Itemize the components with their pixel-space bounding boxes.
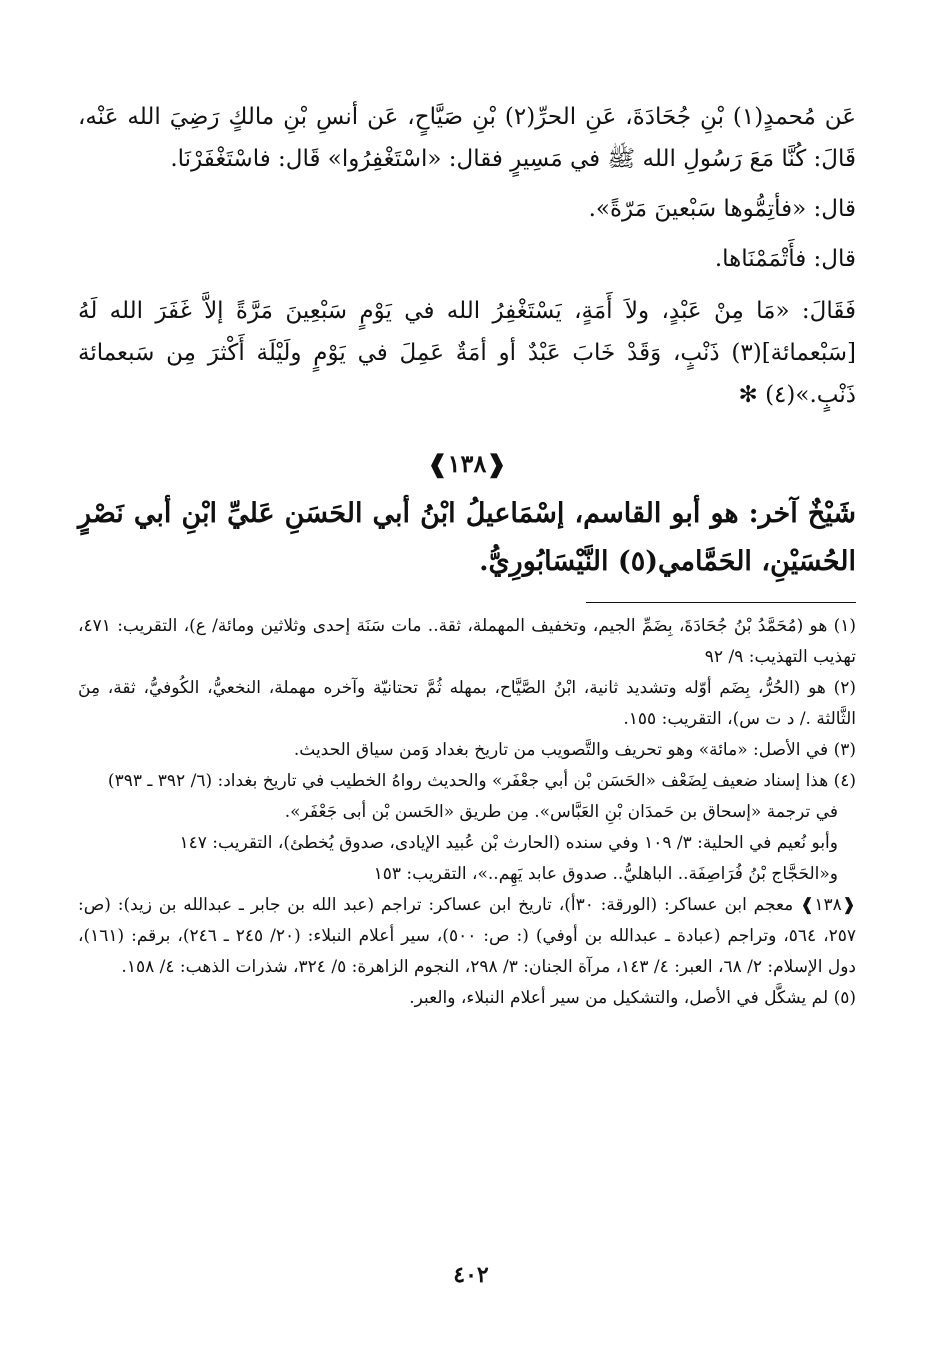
footnote: (٥) لم يشكَّل في الأصل، والتشكيل من سير أعلام النبلاء، والعبر. [409, 988, 856, 1008]
hadith-number: ❰١٣٨❱ [427, 449, 507, 478]
footnote-continuation: وأبو نُعيم في الحلية: ٣/ ١٠٩ وفي سنده (الحارث بْن عُبيد الإيادى، صدوق يُخطئ)، التقريب: ١٤٧ [179, 833, 838, 853]
footnote-continuation: و«الحَجَّاج بْنُ فُرَاصِفَة.. الباهليُّ.. صدوق عابد يَهِم..»، التقريب: ١٥٣ [373, 864, 838, 884]
hadith-paragraph: قال: فأَتْمَمْنَاها. [714, 246, 856, 272]
footnote-continuation: في ترجمة «إسحاق بن حَمدَان بْنِ العَبَّاس». مِن طريق «الحَسن بْن أبى جَعْفَر». [284, 802, 838, 822]
footnote: (٤) هذا إسناد ضعيف لِضَعْف «الحَسَن بْن أبي جعْفَر» والحديث رواهُ الخطيب في تاريخ بغداد: (٦/ ٣٩٢ ـ ٣٩٣) [107, 771, 856, 791]
hadith-matn-paragraph: فَقَالَ: «مَا مِنْ عَبْدٍ، ولاَ أَمَةٍ، يَسْتَغْفِرُ الله في يَوْمٍ سَبْعِينَ مَرَّةً إلاَّ غَفَرَ الله لَهُ [سَبْعمائة](٣) ذَنْبٍ، وَقَدْ خَابَ عَبْدٌ أو أمَةٌ عَمِلَ في يَوْمٍ ولَيْلَة أَكْثرَ مِن سَبعمائة ذَنْبٍ.»(٤) ✻ [78, 298, 856, 408]
section-heading: شَيْخٌ آخر: هو أبو القاسم، إسْمَاعيلُ ابْنُ أبي الحَسَنِ عَليِّ ابْنِ أبي نَصْرٍ الحُسَيْنِ، الحَمَّامي(٥) النَّيْسَابُورِيُّ. [78, 498, 856, 577]
footnote: (١) هو (مُحَمَّدُ بْنُ جُحَادَةَ، بِضَمِّ الجيم، وتخفيف المهملة، ثقة.. مات سَنَة إحدى وثلاثين ومائة/ ع)، التقريب: ٤٧١، تهذيب التهذيب: ٩/ ٩٢ [78, 616, 856, 667]
footnote: (٣) في الأصل: «مائة» وهو تحريف والتَّصويب من تاريخ بغداد وَمن سياق الحديث. [293, 740, 856, 760]
main-text [78, 96, 856, 416]
hadith-paragraph: قال: «فأتِمُّوها سَبْعينَ مَرّةً». [588, 196, 856, 222]
footnote-divider [586, 602, 856, 603]
footnotes [78, 611, 856, 1014]
hadith-isnad-paragraph: عَن مُحمدٍ(١) بْنِ جُحَادَةَ، عَنِ الحرِّ(٢) بْنِ صَيَّاحٍ، عَن أنسِ بْنِ مالكٍ رَضِيَ الله عَنْه، قَالَ: كُنَّا مَعَ رَسُولِ الله ﷺ في مَسِيرٍ فقال: «اسْتَغْفِرُوا» قَال: فاسْتَغْفَرْنَا. [78, 104, 856, 172]
page-number: ٤٠٢ [453, 1262, 489, 1288]
footnote-sources: ❰١٣٨❱ معجم ابن عساكر: (الورقة: ٣٠أ)، تاريخ ابن عساكر: تراجم (عبد الله بن جابر ـ عبدالله بن زيد): (ص: ٢٥٧، ٥٦٤، وتراجم (عبادة ـ عبدالله بن أوفي) (: ص: ٥٠٠)، سير أعلام النبلاء: (٢٠/ ٢٤٥ ـ ٢٤٦)، برقم: (١٦١)، دول الإسلام: ٢/ ٦٨، العبر: ٤/ ١٤٣، مرآة الجنان: ٣/ ٢٩٨، النجوم الزاهرة: ٥/ ٣٢٤، شذرات الذهب: ٤/ ١٥٨. [78, 895, 857, 977]
footnote: (٢) هو (الحُرُّ، بِضَم أوّله وتشديد ثانية، ابْنُ الصَّيَّاح، بمهله ثُمَّ تحتانيّة وآخره مهملة، النخعيُّ، الكُوفيُّ، ثقة، مِنَ الثَّالثة ./ د ت س)، التقريب: ١٥٥. [78, 678, 856, 729]
